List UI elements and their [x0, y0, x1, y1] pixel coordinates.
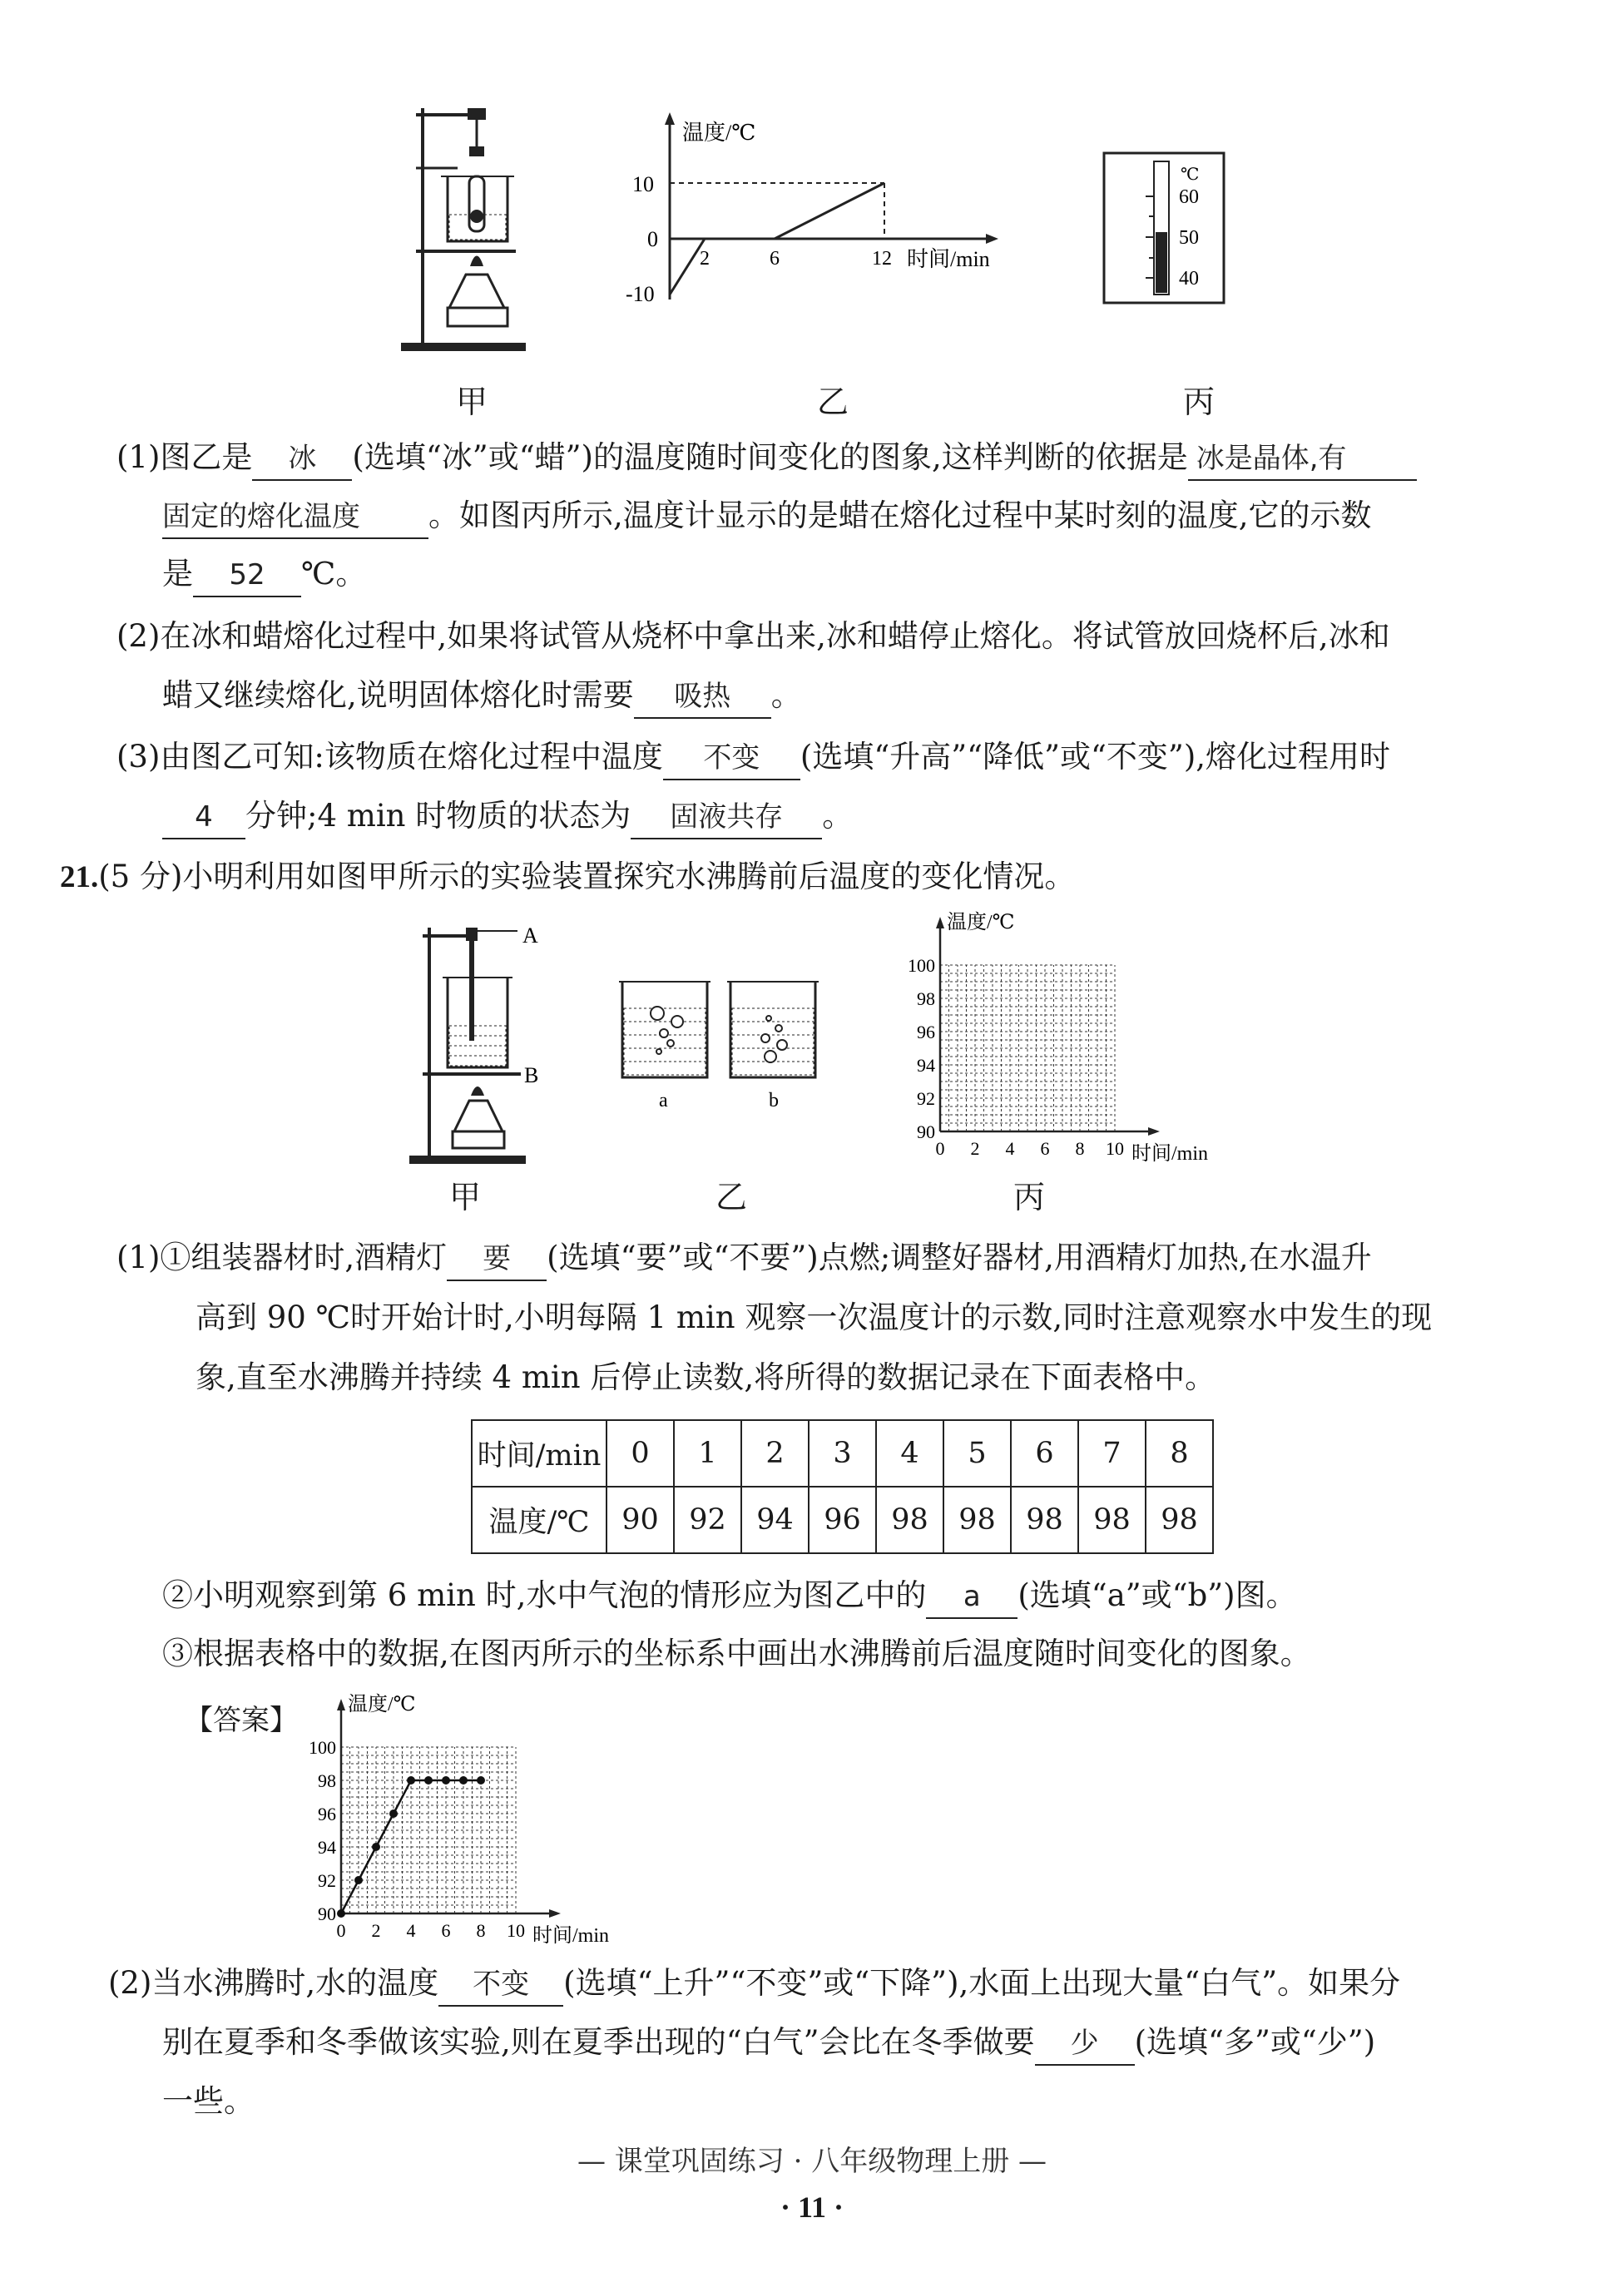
q20-p3-answer-1: 不变: [663, 737, 800, 780]
y-tick-label: 98: [318, 1770, 336, 1791]
q20-p1-line2: 固定的熔化温度 。如图丙所示,温度计显示的是蜡在熔化过程中某时刻的温度,它的示数: [162, 491, 1372, 541]
label-A: A: [522, 923, 538, 948]
caption-yi: 乙: [817, 384, 849, 420]
q21-number: 21.: [60, 860, 99, 894]
page-number: · 11 ·: [780, 2190, 844, 2224]
table-cell: 98: [1146, 1487, 1213, 1553]
answer-chart: [291, 1689, 641, 1947]
x-tick-label: 6: [1040, 1138, 1050, 1159]
q21-p1-line3: 象,直至水沸腾并持续 4 min 后停止读数,将所得的数据记录在下面表格中。: [196, 1359, 1216, 1395]
x-axis-arrow: [1148, 1127, 1160, 1136]
thermo-40: 40: [1179, 268, 1199, 290]
caption2-bing: 丙: [1013, 1179, 1046, 1215]
graph1-ylabel: 温度/℃: [682, 121, 756, 145]
q21-p1-line1: (1)①组装器材时,酒精灯 要 (选填“要”或“不要”)点燃;调整好器材,用酒精灯加热,在水温升: [116, 1233, 1372, 1283]
beaker-a: [619, 982, 710, 1077]
data-point: [407, 1776, 415, 1785]
x-tick-label: 0: [336, 1920, 346, 1941]
q20-p1-line3: 是 52 ℃。: [162, 549, 366, 599]
q20-p2-line2: 蜡又继续熔化,说明固体熔化时需要 吸热 。: [162, 671, 802, 720]
q21-p2-line: ②小明观察到第 6 min 时,水中气泡的情形应为图乙中的 a (选填“a”或“b”)图。: [162, 1571, 1297, 1621]
q21-q2-answer-1: 不变: [438, 1963, 563, 2007]
q20-p2-line1: (2)在冰和蜡熔化过程中,如果将试管从烧杯中拿出来,冰和蜡停止熔化。将试管放回烧杯后,冰和: [116, 618, 1390, 654]
empty-grid-chart: [890, 907, 1240, 1165]
x-tick-label: 8: [1075, 1138, 1085, 1159]
y-tick-label: 96: [318, 1804, 336, 1824]
label-B: B: [524, 1063, 539, 1087]
melting-apparatus-diagram: [391, 100, 541, 358]
label-b: b: [769, 1090, 779, 1111]
table-cell: 6: [1011, 1420, 1078, 1487]
table-cell: 1: [674, 1420, 741, 1487]
q21-p3-line: ③根据表格中的数据,在图丙所示的坐标系中画出水沸腾前后温度随时间变化的图象。: [162, 1636, 1311, 1671]
table-cell: 5: [943, 1420, 1011, 1487]
table-cell: 92: [674, 1487, 741, 1553]
boiling-apparatus-diagram: [399, 919, 566, 1169]
x-tick-label: 10: [507, 1920, 525, 1941]
q21-p1-answer: 要: [447, 1238, 547, 1281]
q21-p2-answer: a: [926, 1576, 1017, 1619]
x-tick-label: 2: [970, 1138, 980, 1159]
q20-answer-3: 52: [193, 554, 301, 597]
y-axis-arrow: [337, 1699, 345, 1710]
data-table: [471, 1419, 1214, 1554]
q20-p2-answer: 吸热: [634, 676, 771, 719]
data-point: [372, 1843, 380, 1851]
y-tick-label: 96: [917, 1022, 935, 1042]
y-tick-label: 98: [917, 988, 935, 1009]
table-cell: 3: [809, 1420, 876, 1487]
y-tick-label: 90: [318, 1903, 336, 1924]
table-cell: 8: [1146, 1420, 1213, 1487]
q21-q2-line2: 别在夏季和冬季做该实验,则在夏季出现的“白气”会比在冬季做要 少 (选填“多”或“少”): [162, 2017, 1375, 2067]
table-row-time: [472, 1420, 1213, 1487]
data-point: [477, 1776, 485, 1785]
q20-p3-line1: (3)由图乙可知:该物质在熔化过程中温度 不变 (选填“升高”“降低”或“不变”),熔化过程用时: [116, 732, 1390, 782]
table-head-temp: 温度/℃: [472, 1487, 607, 1553]
y-tick-label: 94: [917, 1055, 935, 1076]
thermo-60: 60: [1179, 186, 1199, 208]
table-cell: 0: [607, 1420, 674, 1487]
table-cell: 98: [943, 1487, 1011, 1553]
caption2-yi: 乙: [715, 1179, 748, 1215]
x-tick-label: 2: [371, 1920, 381, 1941]
caption2-jia: 甲: [449, 1179, 482, 1215]
y-tick-label: 94: [318, 1837, 336, 1858]
graph1-xtick-6: 6: [770, 248, 780, 270]
beaker-b: [727, 982, 819, 1077]
graph1-ytick-neg10: -10: [626, 282, 655, 306]
q20-p3-answer-2: 4: [162, 796, 245, 839]
thermo-50: 50: [1179, 227, 1199, 249]
table-cell: 7: [1078, 1420, 1146, 1487]
table-cell: 98: [876, 1487, 943, 1553]
x-tick-label: 6: [441, 1920, 451, 1941]
q20-answer-2b: 固定的熔化温度: [162, 496, 428, 539]
caption-bing: 丙: [1183, 384, 1216, 420]
table-cell: 94: [741, 1487, 809, 1553]
q21-stem: 21.(5 分)小明利用如图甲所示的实验装置探究水沸腾前后温度的变化情况。: [60, 859, 1076, 894]
data-point: [354, 1876, 363, 1884]
table-cell: 96: [809, 1487, 876, 1553]
data-point: [442, 1776, 450, 1785]
graph1-xtick-2: 2: [700, 248, 710, 270]
q21-q2-answer-2: 少: [1035, 2022, 1135, 2066]
caption-jia: 甲: [456, 384, 488, 420]
x-tick-label: 0: [935, 1138, 945, 1159]
data-point: [337, 1909, 345, 1918]
bubble-beakers-diagram: [616, 973, 824, 1115]
y-tick-label: 90: [917, 1121, 935, 1142]
graph1-xtick-12: 12: [872, 248, 892, 270]
thermometer-diagram: [1102, 151, 1227, 305]
y-tick-label: 92: [318, 1870, 336, 1891]
graph1-ytick-10: 10: [632, 172, 654, 196]
thermo-unit: ℃: [1181, 166, 1200, 184]
table-cell: 2: [741, 1420, 809, 1487]
x-axis-label: 时间/min: [532, 1925, 610, 1947]
y-axis-label: 温度/℃: [947, 912, 1015, 933]
x-tick-label: 4: [1005, 1138, 1015, 1159]
table-head-time: 时间/min: [472, 1420, 607, 1487]
label-a: a: [659, 1090, 668, 1111]
data-point: [459, 1776, 468, 1785]
x-tick-label: 10: [1106, 1138, 1124, 1159]
data-point: [389, 1809, 398, 1818]
q20-answer-1: 冰: [252, 438, 352, 481]
q20-p3-answer-3: 固液共存: [631, 796, 822, 839]
table-cell: 4: [876, 1420, 943, 1487]
q21-q2-line3: 一些。: [162, 2083, 255, 2119]
figure-1: [0, 0, 1624, 433]
answer-label: 【答案】: [185, 1704, 298, 1737]
data-point: [424, 1776, 433, 1785]
y-tick-label: 100: [908, 955, 935, 976]
q20-p1-line1: (1)图乙是 冰 (选填“冰”或“蜡”)的温度随时间变化的图象,这样判断的依据是 冰是晶体,有: [116, 433, 1417, 483]
q20-answer-2a: 冰是晶体,有: [1188, 438, 1417, 481]
table-cell: 98: [1078, 1487, 1146, 1553]
figure-2: [0, 907, 1624, 1240]
graph1-xlabel: 时间/min: [907, 247, 990, 271]
graph1-ytick-0: 0: [647, 227, 658, 251]
y-axis-label: 温度/℃: [348, 1694, 416, 1715]
q20-p3-line2: 4 分钟;4 min 时物质的状态为 固液共存 。: [162, 791, 853, 841]
x-tick-label: 8: [476, 1920, 486, 1941]
footer-title: — 课堂巩固练习 · 八年级物理上册 —: [577, 2145, 1047, 2178]
y-tick-label: 92: [917, 1088, 935, 1109]
x-axis-arrow: [549, 1909, 561, 1918]
temp-time-graph: [607, 108, 1023, 316]
y-axis-arrow: [936, 917, 944, 928]
x-tick-label: 4: [406, 1920, 416, 1941]
table-cell: 90: [607, 1487, 674, 1553]
y-tick-label: 100: [309, 1737, 336, 1758]
table-row-temp: [472, 1487, 1213, 1553]
x-axis-label: 时间/min: [1131, 1143, 1209, 1165]
q21-q2-line1: (2)当水沸腾时,水的温度 不变 (选填“上升”“不变”或“下降”),水面上出现大量“白气”。如果分: [108, 1958, 1400, 2008]
table-cell: 98: [1011, 1487, 1078, 1553]
q21-p1-line2: 高到 90 ℃时开始计时,小明每隔 1 min 观察一次温度计的示数,同时注意观察水中发生的现: [196, 1299, 1433, 1335]
